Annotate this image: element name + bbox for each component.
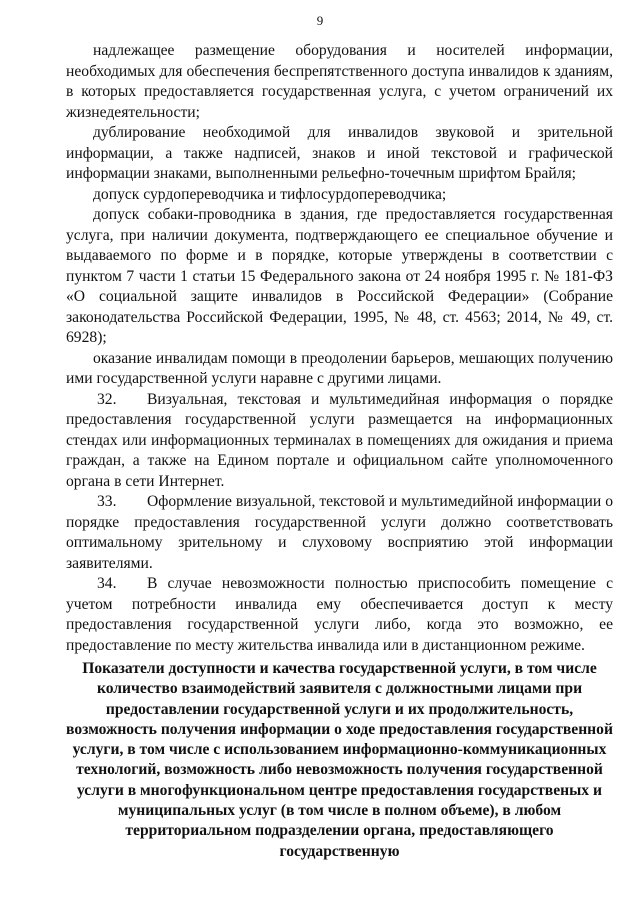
paragraph-text: Оформление визуальной, текстовой и мультимедийной информации о порядке предоставления государственной услуги должно соответствовать оптимальному зрительному и слуховому восприятию этой информации заявителями. bbox=[66, 493, 613, 572]
paragraph-guide-dog: допуск собаки-проводника в здания, где предоставляется государственная услуга, при наличии документа, подтверждающего ее специальное обучение и выдаваемого по форме и в порядке, которые утверждены в соответствии с пунктом 7 части 1 статьи 15 Федерального закона от 24 ноября 1995 г. № 181-ФЗ «О социальной защите инвалидов в Российской Федерации» (Собрание законодательства Российской Федерации, 1995, № 48, ст. 4563; 2014, № 49, ст. 6928); bbox=[66, 206, 613, 346]
paragraph-sign-interpreter: допуск сурдопереводчика и тифлосурдопереводчика; bbox=[93, 185, 447, 203]
paragraph-number: 34. bbox=[97, 575, 117, 592]
section-heading: Показатели доступности и качества государственной услуги, в том числе количество взаимодействий заявителя с должностными лицами при предоставлении государственной услуги и их продолжительность, возможность получения информации о ходе предоставления государственной услуги, в том числе с использованием информационно-коммуникационных технологий, возможность либо невозможность получения государственной услуги в многофункциональном центре предоставления государственых и муниципальных услуг (в том числе в полном объеме), в любом территориальном подразделении органа, предоставляющего государственную bbox=[66, 660, 613, 860]
document-body bbox=[66, 41, 613, 656]
numbered-paragraph-32 bbox=[66, 390, 613, 493]
paragraph-text: Визуальная, текстовая и мультимедийная информация о порядке предоставления государственной услуги размещается на информационных стендах или информационных терминалах в помещениях для ожидания и приема граждан, а также на Едином портале и официальном сайте уполномоченного органа в сети Интернет. bbox=[66, 390, 613, 490]
paragraph-number: 32. bbox=[97, 390, 117, 408]
numbered-paragraph-33 bbox=[66, 492, 613, 574]
paragraph-number: 33. bbox=[97, 493, 117, 510]
paragraph-placement-equipment: надлежащее размещение оборудования и носителей информации, необходимых для обеспечения беспрепятственного доступа инвалидов к зданиям, в которых предоставляется государственная услуга, с учетом ограничений их жизнедеятельности; bbox=[66, 42, 613, 121]
paragraph-duplication-braille: дублирование необходимой для инвалидов звуковой и зрительной информации, а также надписей, знаков и иной текстовой и графической информации знаками, выполненными рельефно-точечным шрифтом Брайля; bbox=[66, 124, 613, 182]
paragraph-text: В случае невозможности полностью приспособить помещение с учетом потребности инвалида ему обеспечивается доступ к месту предоставления государственной услуги либо, когда это возможно, ее предоставление по месту жительства инвалида или в дистанционном режиме. bbox=[66, 575, 613, 654]
page-number: 9 bbox=[316, 13, 324, 28]
numbered-paragraph-34 bbox=[66, 574, 613, 656]
paragraph-assistance: оказание инвалидам помощи в преодолении барьеров, мешающих получению ими государственной услуги наравне с другими лицами. bbox=[66, 349, 613, 387]
